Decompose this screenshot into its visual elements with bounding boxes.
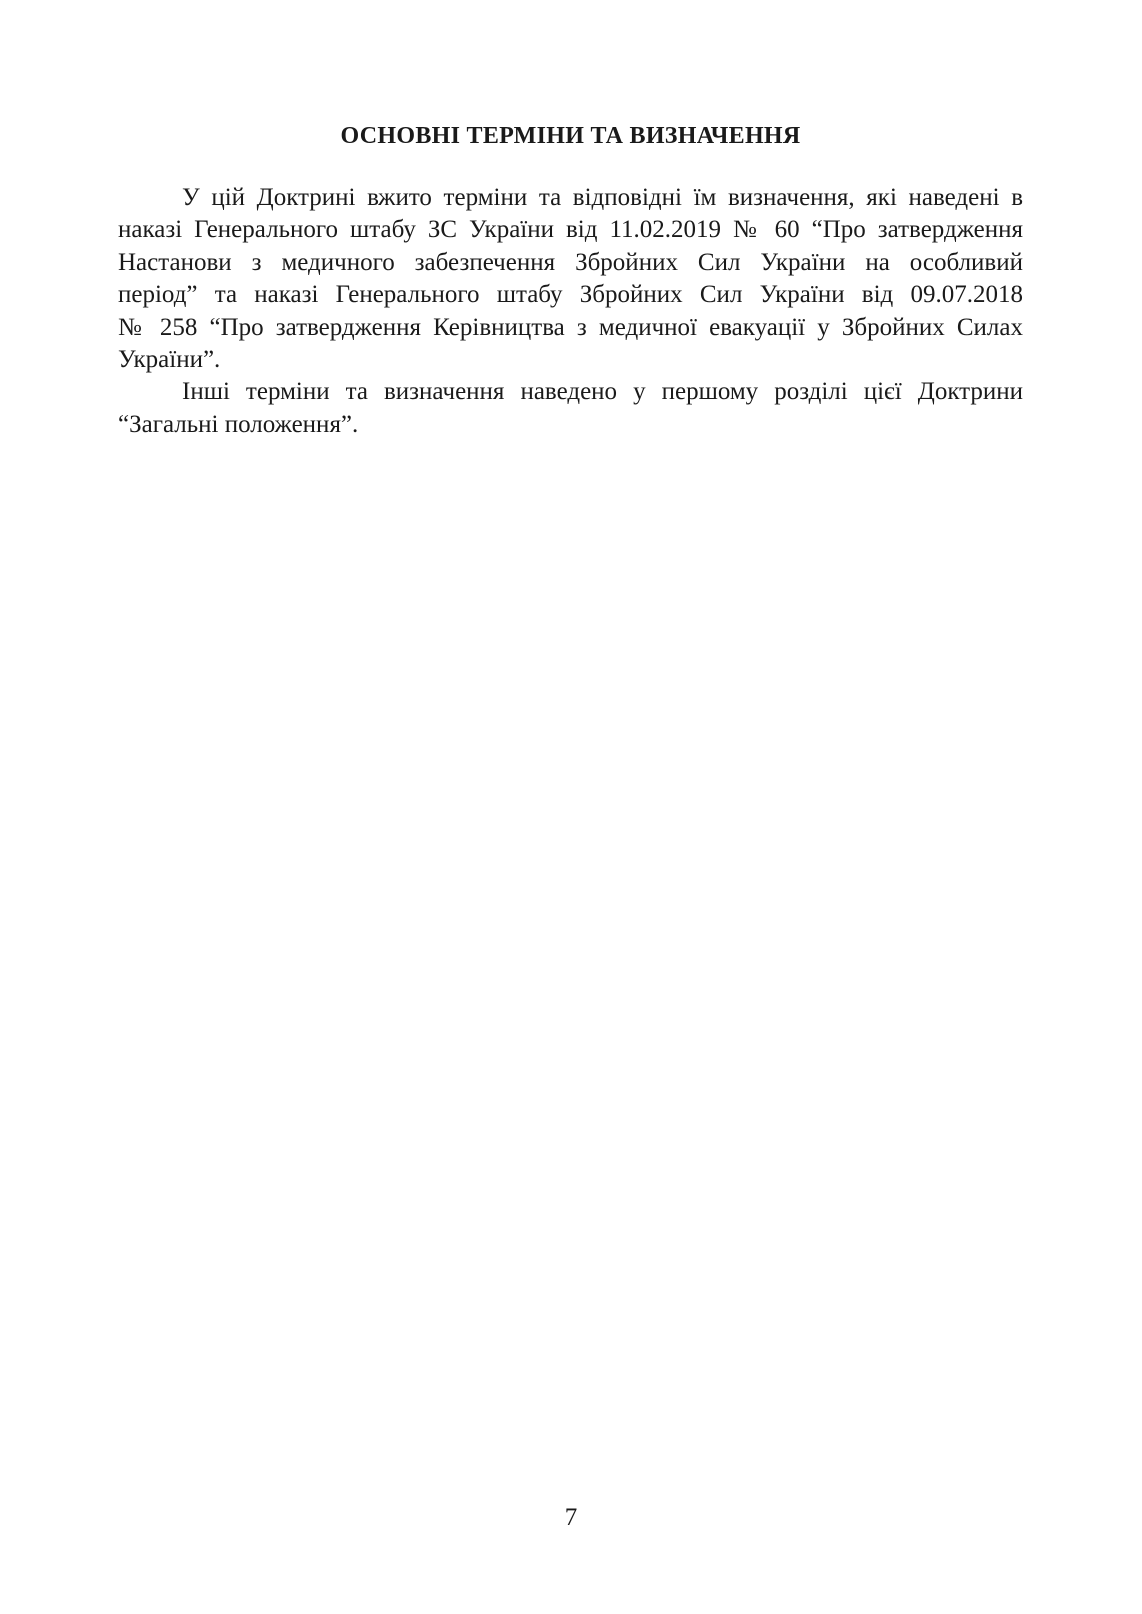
text-line: “Загальні положення”. (118, 410, 359, 438)
text-line: Інші терміни та визначення наведено у першому розділі цієї Доктрини (182, 378, 1023, 406)
text-line: період” та наказі Генерального штабу Збройних Сил України від 09.07.2018 (118, 281, 1023, 309)
section-title: ОСНОВНІ ТЕРМІНИ ТА ВИЗНАЧЕННЯ (340, 123, 801, 149)
text-line: № 258 “Про затвердження Керівництва з медичної евакуації у Збройних Силах (118, 313, 1023, 341)
body-text (118, 182, 1023, 441)
page-content (118, 120, 1023, 441)
paragraph (118, 376, 1023, 441)
text-line: України”. (118, 346, 221, 374)
text-line: Настанови з медичного забезпечення Збройних Сил України на особливий (118, 248, 1023, 276)
page-number: 7 (564, 1504, 578, 1531)
text-line: У цій Доктрині вжито терміни та відповідні їм визначення, які наведені в (182, 184, 1023, 211)
paragraph (118, 182, 1023, 376)
text-line: наказі Генерального штабу ЗС України від 11.02.2019 № 60 “Про затвердження (118, 216, 1023, 244)
